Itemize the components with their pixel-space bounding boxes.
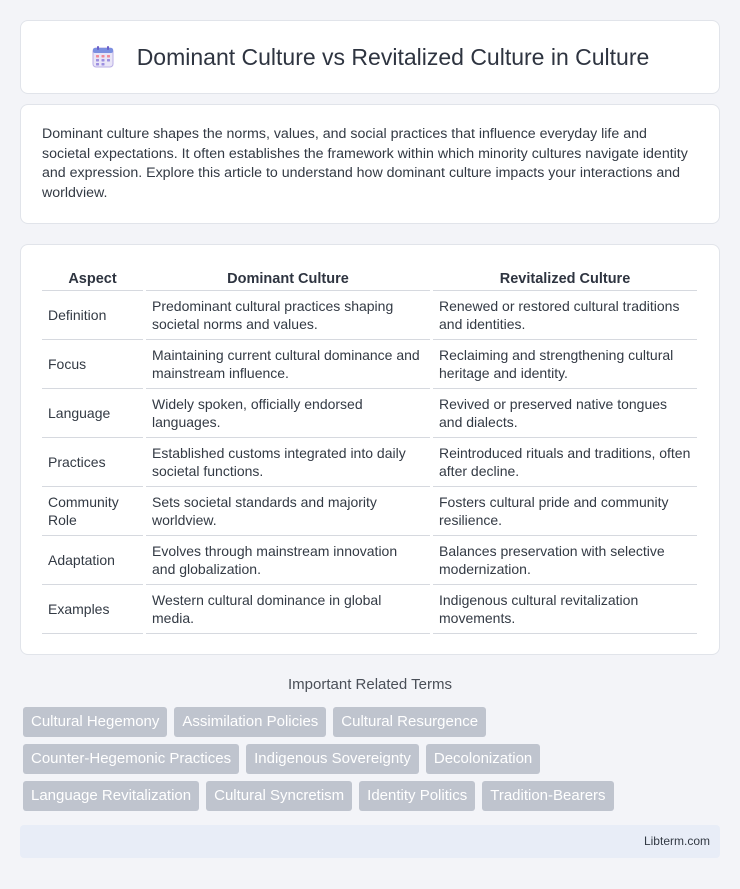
row-aspect: Community Role bbox=[42, 487, 143, 536]
row-revitalized: Fosters cultural pride and community resilience. bbox=[433, 487, 697, 536]
row-aspect: Definition bbox=[42, 291, 143, 340]
row-aspect: Adaptation bbox=[42, 536, 143, 585]
row-dominant: Established customs integrated into daily societal functions. bbox=[146, 438, 430, 487]
row-revitalized: Reintroduced rituals and traditions, often after decline. bbox=[433, 438, 697, 487]
row-dominant: Widely spoken, officially endorsed languages. bbox=[146, 389, 430, 438]
row-dominant: Western cultural dominance in global media. bbox=[146, 585, 430, 634]
tag-cultural-hegemony[interactable]: Cultural Hegemony bbox=[23, 707, 167, 737]
intro-card bbox=[20, 104, 720, 224]
related-terms-list bbox=[23, 707, 703, 811]
header-revitalized-culture: Revitalized Culture bbox=[433, 265, 697, 291]
table-row bbox=[42, 389, 697, 438]
page-title: Dominant Culture vs Revitalized Culture in Culture bbox=[136, 43, 650, 70]
comparison-table bbox=[39, 265, 700, 634]
row-aspect: Language bbox=[42, 389, 143, 438]
row-revitalized: Renewed or restored cultural traditions and identities. bbox=[433, 291, 697, 340]
tag-decolonization[interactable]: Decolonization bbox=[426, 744, 540, 774]
header-dominant-culture: Dominant Culture bbox=[146, 265, 430, 291]
table-row bbox=[42, 291, 697, 340]
row-revitalized: Revived or preserved native tongues and dialects. bbox=[433, 389, 697, 438]
intro-text: Dominant culture shapes the norms, values, and social practices that influence everyday life and societal expectations. It often establishes the framework within which minority cultures navigate identity and expression. Explore this article to understand how dominant culture impacts your interactions and worldview. bbox=[42, 126, 688, 201]
row-aspect: Focus bbox=[42, 340, 143, 389]
row-aspect: Examples bbox=[42, 585, 143, 634]
row-revitalized: Indigenous cultural revitalization movements. bbox=[433, 585, 697, 634]
title-card bbox=[20, 20, 720, 94]
row-dominant: Maintaining current cultural dominance and mainstream influence. bbox=[146, 340, 430, 389]
footer-site-link[interactable]: Libterm.com bbox=[643, 834, 710, 848]
footer bbox=[20, 825, 720, 858]
table-row bbox=[42, 536, 697, 585]
table-row bbox=[42, 585, 697, 634]
header-aspect: Aspect bbox=[42, 265, 143, 291]
row-revitalized: Reclaiming and strengthening cultural heritage and identity. bbox=[433, 340, 697, 389]
tag-language-revitalization[interactable]: Language Revitalization bbox=[23, 781, 199, 811]
related-terms-heading: Important Related Terms bbox=[288, 676, 452, 693]
tag-counter-hegemonic-practices[interactable]: Counter-Hegemonic Practices bbox=[23, 744, 239, 774]
calendar-icon bbox=[91, 45, 115, 69]
tag-indigenous-sovereignty[interactable]: Indigenous Sovereignty bbox=[246, 744, 419, 774]
comparison-table-card bbox=[20, 244, 720, 655]
table-row bbox=[42, 340, 697, 389]
tag-tradition-bearers[interactable]: Tradition-Bearers bbox=[482, 781, 613, 811]
row-revitalized: Balances preservation with selective modernization. bbox=[433, 536, 697, 585]
tag-cultural-syncretism[interactable]: Cultural Syncretism bbox=[206, 781, 352, 811]
table-row bbox=[42, 438, 697, 487]
table-header-row bbox=[42, 265, 697, 291]
tag-cultural-resurgence[interactable]: Cultural Resurgence bbox=[333, 707, 486, 737]
row-dominant: Sets societal standards and majority worldview. bbox=[146, 487, 430, 536]
tag-identity-politics[interactable]: Identity Politics bbox=[359, 781, 475, 811]
row-dominant: Evolves through mainstream innovation and globalization. bbox=[146, 536, 430, 585]
row-dominant: Predominant cultural practices shaping societal norms and values. bbox=[146, 291, 430, 340]
tag-assimilation-policies[interactable]: Assimilation Policies bbox=[174, 707, 326, 737]
table-row bbox=[42, 487, 697, 536]
row-aspect: Practices bbox=[42, 438, 143, 487]
